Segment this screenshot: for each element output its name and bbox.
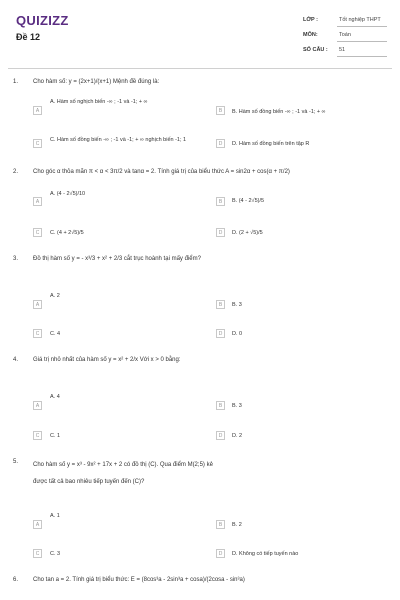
option-box-a[interactable]: A: [33, 520, 42, 529]
question-text: Cho hàm số y = x³ - 9x² + 17x + 2 có đồ thị (C). Qua điểm M(2;5) kẻ được tất cả bao nhiêu tiếp tuyến đến (C)?: [33, 462, 213, 485]
question-number: 4.: [13, 357, 19, 363]
class-label: LỚP :: [303, 17, 318, 23]
question-number: 5.: [13, 459, 19, 465]
page-title: Đề 12: [16, 32, 41, 42]
option-text: B. 3: [232, 403, 242, 409]
question-number: 2.: [13, 169, 19, 175]
option-box-a[interactable]: A: [33, 197, 42, 206]
option-box-a[interactable]: A: [33, 106, 42, 115]
option-text: A. (4 - 2√5)/10: [50, 191, 86, 197]
option-box-b[interactable]: B: [216, 520, 225, 529]
option-box-b[interactable]: B: [216, 401, 225, 410]
question-text: Giá trị nhỏ nhất của hàm số y = x² + 2/x Với x > 0 bằng:: [33, 357, 181, 363]
question-number: 1.: [13, 79, 19, 85]
option-text: A. Hàm số nghịch biến -∞ ; -1 và -1; + ∞: [50, 99, 148, 105]
option-text: C. 4: [50, 331, 61, 337]
option-text: A. 2: [50, 293, 60, 299]
class-underline: [337, 26, 387, 27]
subject-value: Toán: [339, 32, 351, 38]
option-box-d[interactable]: D: [216, 549, 225, 558]
option-box-b[interactable]: B: [216, 106, 225, 115]
option-box-b[interactable]: B: [216, 300, 225, 309]
count-label: SỐ CÂU :: [303, 47, 328, 53]
option-box-b[interactable]: B: [216, 197, 225, 206]
option-text: D. Hàm số đồng biến trên tập R: [232, 141, 310, 147]
option-text: D. Không có tiếp tuyến nào: [232, 551, 299, 557]
option-text: B. (4 - 2√5)/5: [232, 198, 265, 204]
option-box-c[interactable]: C: [33, 431, 42, 440]
class-value: Tốt nghiệp THPT: [339, 17, 381, 23]
option-text: B. Hàm số đồng biến -∞ ; -1 và -1; + ∞: [232, 109, 326, 115]
option-box-a[interactable]: A: [33, 300, 42, 309]
option-text: D. 2: [232, 433, 243, 439]
question-number: 6.: [13, 577, 19, 583]
option-text: B. 3: [232, 302, 242, 308]
question-text: Cho hàm số: y = (2x+1)/(x+1) Mệnh đề đúng là:: [33, 79, 160, 85]
subject-label: MÔN:: [303, 32, 318, 38]
option-box-c[interactable]: C: [33, 228, 42, 237]
option-text: A. 4: [50, 394, 60, 400]
option-text: C. Hàm số đồng biến -∞ ; -1 và -1; + ∞ nghịch biến -1; 1: [50, 137, 187, 143]
question-text: Cho góc α thỏa mãn π < α < 3π/2 và tanα = 2. Tính giá trị của biểu thức A = sin2α + cos(α + π/2): [33, 169, 290, 175]
option-text: D. (2 + √5)/5: [232, 230, 263, 236]
question-text: Cho tan a = 2. Tính giá trị biểu thức: E = (8cos³a - 2sin³a + cosa)/(2cosa - sin³a): [33, 577, 245, 583]
option-box-c[interactable]: C: [33, 549, 42, 558]
option-box-a[interactable]: A: [33, 401, 42, 410]
question-number: 3.: [13, 256, 19, 262]
option-text: A. 1: [50, 513, 60, 519]
option-text: B. 2: [232, 522, 242, 528]
option-text: C. 1: [50, 433, 61, 439]
option-box-d[interactable]: D: [216, 329, 225, 338]
subject-underline: [337, 41, 387, 42]
question-text: Đồ thị hàm số y = - x³/3 + x² + 2/3 cắt trục hoành tại mấy điểm?: [33, 256, 201, 262]
option-text: D. 0: [232, 331, 243, 337]
option-box-d[interactable]: D: [216, 139, 225, 148]
option-text: C. (4 + 2√5)/5: [50, 230, 84, 236]
count-underline: [337, 56, 387, 57]
quizizz-logo: QUIZIZZ: [16, 13, 69, 28]
header-divider: [8, 68, 392, 69]
option-box-c[interactable]: C: [33, 329, 42, 338]
option-box-c[interactable]: C: [33, 139, 42, 148]
option-text: C. 3: [50, 551, 61, 557]
option-box-d[interactable]: D: [216, 431, 225, 440]
option-box-d[interactable]: D: [216, 228, 225, 237]
page-header: [0, 0, 400, 68]
count-value: 51: [339, 47, 346, 53]
